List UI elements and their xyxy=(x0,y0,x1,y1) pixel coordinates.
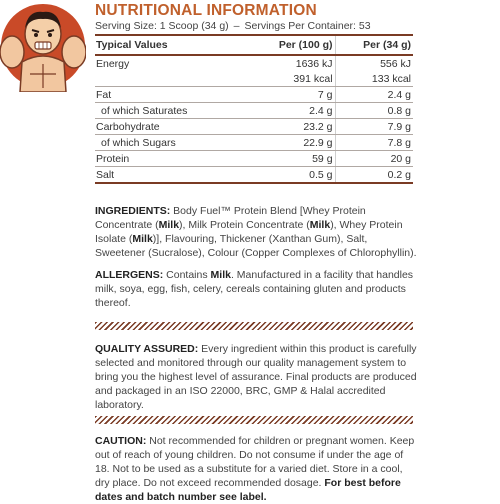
quality-text: Every ingredient within this product is carefully selected and monitored through our quality management system to bring you the highest level of assurance. Final products are produced and packaged in an ISO 22000, BRC, GMP & Halal accredited laboratory. xyxy=(95,343,417,411)
row-label xyxy=(95,71,246,87)
table-row-energy-kj xyxy=(95,55,413,71)
row-per100: 23.2 g xyxy=(246,119,336,135)
row-per34: 7.8 g xyxy=(335,135,413,151)
caution-label: CAUTION: xyxy=(95,435,147,447)
header-typical-values: Typical Values xyxy=(96,39,168,51)
ingredients-milk-1: Milk xyxy=(158,219,180,231)
table-row-energy-kcal xyxy=(95,71,413,87)
row-per100: 22.9 g xyxy=(246,135,336,151)
row-per100: 391 kcal xyxy=(246,71,336,87)
row-per34: 2.4 g xyxy=(335,87,413,103)
row-per34: 556 kJ xyxy=(335,55,413,71)
ingredients-section xyxy=(95,204,417,260)
allergens-section xyxy=(95,268,417,310)
allergens-label: ALLERGENS: xyxy=(95,269,164,281)
allergens-milk: Milk xyxy=(210,269,231,281)
row-per100: 2.4 g xyxy=(246,103,336,119)
row-per34: 20 g xyxy=(335,151,413,167)
ingredients-text-3: ), Whey Protein Isolate ( xyxy=(95,219,403,245)
caution-bold-tail: For best before dates and batch number see label. xyxy=(95,477,401,503)
row-label: Protein xyxy=(95,151,246,167)
row-per34: 133 kcal xyxy=(335,71,413,87)
table-row-saturates xyxy=(95,103,413,119)
table-row-sugars xyxy=(95,135,413,151)
table-row-salt xyxy=(95,167,413,184)
ingredients-milk-2: Milk xyxy=(309,219,331,231)
row-label: Energy xyxy=(95,55,246,71)
row-per100: 1636 kJ xyxy=(246,55,336,71)
serving-info xyxy=(95,20,371,32)
hatch-divider-2 xyxy=(95,416,413,424)
table-header-row xyxy=(95,36,413,55)
quality-section xyxy=(95,342,417,412)
table-row-carbohydrate xyxy=(95,119,413,135)
table-row-fat xyxy=(95,87,413,103)
row-per34: 7.9 g xyxy=(335,119,413,135)
row-per34: 0.2 g xyxy=(335,167,413,184)
hatch-divider-1 xyxy=(95,322,413,330)
row-label: of which Sugars xyxy=(95,135,246,151)
row-label: Salt xyxy=(95,167,246,184)
caution-section xyxy=(95,434,417,504)
ingredients-text-1: Body Fuel™ Protein Blend [Whey Protein Concentrate ( xyxy=(95,205,366,231)
allergens-text-1: Contains xyxy=(163,269,211,281)
ingredients-label: INGREDIENTS: xyxy=(95,205,171,217)
ingredients-text-4: )], Flavouring, Thickener (Xanthan Gum), Salt, Sweetener (Sucralose), Colour (Copper Complexes of Chlorophyllin). xyxy=(95,233,417,259)
allergens-text-2: . Manufactured in a facility that handles milk, soya, egg, fish, celery, cereals containing gluten and products thereof. xyxy=(95,269,414,309)
serving-size: Serving Size: 1 Scoop (34 g) xyxy=(95,20,229,32)
row-label: Fat xyxy=(95,87,246,103)
servings-per-container: Servings Per Container: 53 xyxy=(244,20,371,32)
table-row-protein xyxy=(95,151,413,167)
nutrition-table xyxy=(95,36,413,184)
row-per100: 59 g xyxy=(246,151,336,167)
row-per100: 0.5 g xyxy=(246,167,336,184)
header-per-100g: Per (100 g) xyxy=(278,39,333,51)
muscle-mascot-icon xyxy=(0,0,86,92)
caution-text: Not recommended for children or pregnant women. Keep out of reach of young children. Do not consume if under the age of 18. Not to be used as a substitute for a varied diet. Store in a cool, dry place. Do not exceed recommended dosage. xyxy=(95,435,415,489)
serving-separator: – xyxy=(233,20,240,32)
nutrition-title: NUTRITIONAL INFORMATION xyxy=(95,2,317,19)
row-per34: 0.8 g xyxy=(335,103,413,119)
header-per-34g: Per (34 g) xyxy=(335,36,413,55)
row-label: Carbohydrate xyxy=(95,119,246,135)
quality-label: QUALITY ASSURED: xyxy=(95,343,199,355)
ingredients-milk-3: Milk xyxy=(132,233,153,245)
row-label: of which Saturates xyxy=(95,103,246,119)
ingredients-text-2: ), Milk Protein Concentrate ( xyxy=(179,219,310,231)
row-per100: 7 g xyxy=(246,87,336,103)
